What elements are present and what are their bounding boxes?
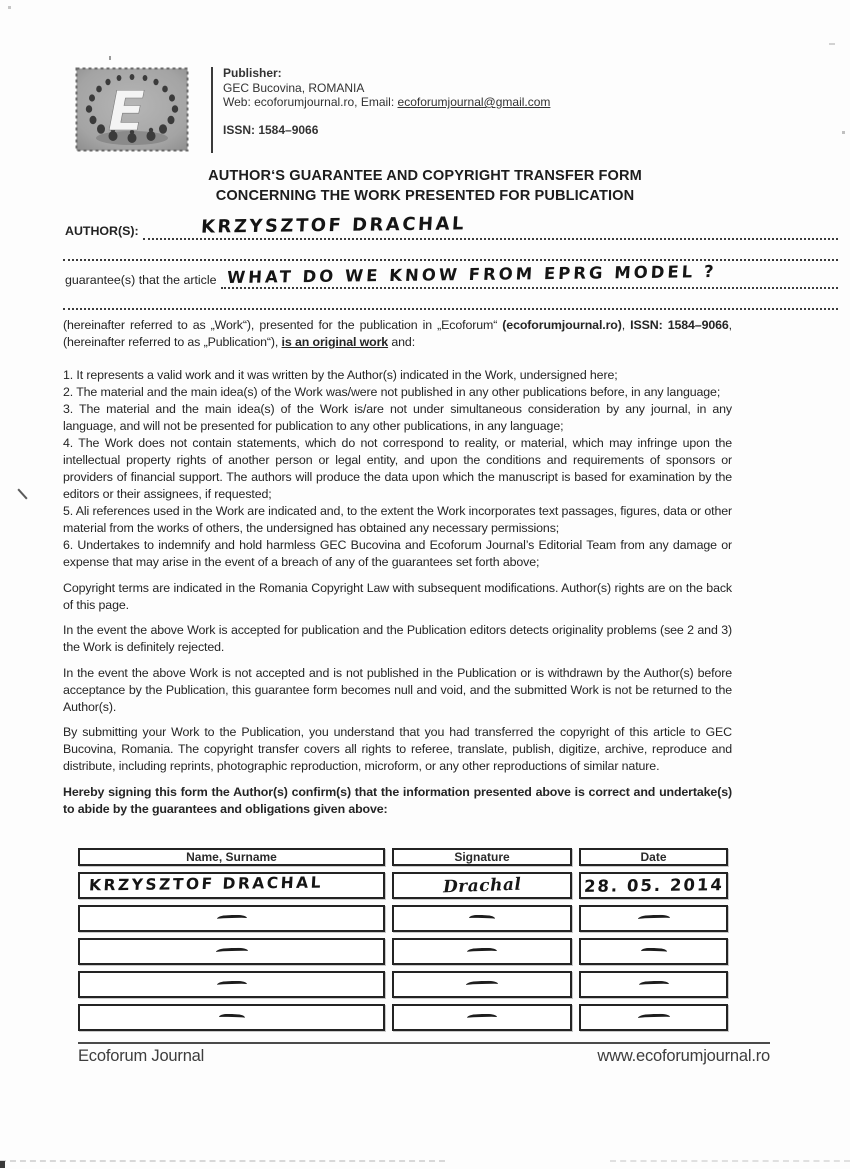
guarantee-item-3: 3. The material and the main idea(s) of the Work is/are not under simultaneous consideration by any journal, in any language, and will not be presented for publication to any other publications, in any language;: [63, 402, 732, 433]
footer: [78, 1047, 770, 1066]
signature-cell-empty: [392, 938, 572, 965]
logo-letter-e: E: [108, 80, 145, 143]
pen-dash-mark: [640, 948, 666, 956]
publisher-label: Publisher:: [223, 66, 282, 80]
author-section: [63, 212, 838, 310]
intro-part3: ,: [621, 318, 631, 332]
table-row: [78, 971, 728, 998]
scan-speck: [842, 131, 845, 134]
pen-dash-mark: [467, 1014, 497, 1022]
issn-line: ISSN: 1584–9066: [223, 122, 319, 137]
table-row: [78, 905, 728, 932]
signature-cell-empty: [392, 971, 572, 998]
signature-cell-filled: [392, 872, 572, 899]
publisher-block: [223, 66, 550, 137]
article-handwritten-title: WHAT DO WE KNOW FROM EPRG MODEL ?: [226, 262, 717, 287]
signature-cell-empty: [392, 1004, 572, 1031]
scan-speck: [829, 43, 835, 45]
author-dotted-line: [143, 212, 838, 240]
footer-rule: [78, 1042, 770, 1044]
table-row: [78, 938, 728, 965]
stray-pen-mark: [17, 489, 27, 500]
scan-speck: [8, 6, 11, 9]
form-title: [0, 167, 850, 206]
author-dotted-line-2: [63, 240, 838, 261]
form-body-text: [63, 317, 732, 818]
table-header-row: [78, 848, 728, 866]
pen-dash-mark: [637, 1013, 669, 1021]
scan-corner-mark: [0, 1161, 5, 1168]
footer-journal-name: Ecoforum Journal: [78, 1047, 205, 1065]
intro-original-work: is an original work: [281, 335, 389, 349]
handwritten-name: KRZYSZTOF DRACHAL: [88, 873, 324, 895]
author-label: AUTHOR(S):: [65, 224, 139, 238]
ecoforum-logo-icon: [75, 67, 189, 152]
scan-speck: [109, 56, 111, 60]
guarantee-label: guarantee(s) that the article: [65, 273, 217, 287]
intro-part7: and:: [388, 335, 416, 349]
name-cell-filled: [78, 872, 385, 899]
date-cell-empty: [579, 1004, 728, 1031]
guarantee-item-2: 2. The material and the main idea(s) of the Work was/were not published in any other publications before, in any language;: [63, 385, 721, 399]
intro-issn: ISSN: 1584–9066: [630, 318, 729, 332]
pen-dash-mark: [215, 947, 247, 955]
intro-journal-url: (ecoforumjournal.ro): [502, 318, 622, 332]
pen-dash-mark: [469, 915, 495, 923]
pen-dash-mark: [216, 915, 246, 923]
table-row: [78, 872, 728, 899]
signature-table: [78, 848, 728, 1037]
handwritten-signature: Drachal: [442, 874, 522, 897]
guarantee-item-1: 1. It represents a valid work and it was written by the Author(s) indicated in the Work, undersigned here;: [63, 368, 618, 382]
transfer-paragraph: By submitting your Work to the Publication, you understand that you had transferred the copyright of this article to GEC Bucovina, Romania. The copyright transfer covers all rights to referee, translate, publish, digitize, archive, reproduce and distribute, including reprints, photographic reproduction, microform, or any other reproductions of similar nature.: [63, 725, 732, 773]
article-dotted-line-2: [63, 289, 838, 310]
signature-cell-empty: [392, 905, 572, 932]
web-line-prefix: Web: ecoforumjournal.ro, Email:: [223, 95, 398, 109]
header-date: Date: [579, 848, 728, 866]
intro-part1: (hereinafter referred to as „Work“), presented for the publication in „Ecoforum“: [63, 318, 503, 332]
scan-bottom-edge: [610, 1160, 850, 1162]
article-line: [63, 261, 838, 289]
name-cell-empty: [78, 971, 385, 998]
author-handwritten-name: KRZYSZTOF DRACHAL: [200, 213, 467, 238]
handwritten-date: 28. 05. 2014: [583, 875, 724, 896]
rejection-paragraph: In the event the above Work is accepted for publication and the Publication editors detects originality problems (see 2 and 3) the Work is definitely rejected.: [63, 623, 732, 654]
date-cell-filled: [579, 872, 728, 899]
date-cell-empty: [579, 905, 728, 932]
form-title-line1: AUTHOR‘S GUARANTEE AND COPYRIGHT TRANSFER FORM: [208, 168, 642, 184]
pen-dash-mark: [638, 981, 668, 989]
name-cell-empty: [78, 905, 385, 932]
copyright-terms-paragraph: Copyright terms are indicated in the Romania Copyright Law with subsequent modifications. Author(s) rights are on the back of this page.: [63, 580, 732, 612]
table-row: [78, 1004, 728, 1031]
article-dotted-line: [221, 261, 838, 289]
scan-bottom-edge: [0, 1160, 445, 1162]
header-name-surname: Name, Surname: [78, 848, 385, 866]
name-cell-empty: [78, 1004, 385, 1031]
footer-website: www.ecoforumjournal.ro: [597, 1047, 770, 1065]
pen-dash-mark: [466, 980, 498, 988]
publisher-divider-line: [211, 67, 213, 153]
withdrawal-paragraph: In the event the above Work is not accepted and is not published in the Publication or is withdrawn by the Author(s) before acceptance by the Publication, this guarantee form becomes null and void, and the submitted Work is not be returned to the Author(s).: [63, 665, 732, 714]
guarantee-item-5: 5. Ali references used in the Work are indicated and, to the extent the Work incorporates text passages, figures, data or other material from the works of others, the undersigned has obtained any necessary permissions;: [63, 504, 732, 535]
header-signature: Signature: [392, 848, 572, 866]
form-title-line2: CONCERNING THE WORK PRESENTED FOR PUBLICATION: [215, 187, 635, 204]
intro-part5: , (hereinafter referred to as „Publication“),: [63, 318, 732, 349]
web-email-line: [223, 95, 550, 110]
name-cell-empty: [78, 938, 385, 965]
guarantee-item-6: 6. Undertakes to indemnify and hold harmless GEC Bucovina and Ecoforum Journal’s Editorial Team from any damage or expense that may arise in the event of a breach of any of the guarantees set forth above;: [63, 538, 732, 569]
publisher-name: GEC Bucovina, ROMANIA: [223, 80, 365, 95]
guarantee-item-4: 4. The Work does not contain statements, which do not correspond to reality, or material, which may infringe upon the intellectual property rights of another person or legal entity, and upon the conditions and requirements of sponsors or providers of financial support. The authors will produce the data upon which the manuscript is based for examination by the editors or their assignees, if requested;: [63, 436, 732, 501]
date-cell-empty: [579, 938, 728, 965]
author-line: [63, 212, 838, 240]
date-cell-empty: [579, 971, 728, 998]
guarantee-list: [63, 367, 732, 571]
pen-dash-mark: [218, 1014, 244, 1022]
email-link: ecoforumjournal@gmail.com: [397, 95, 551, 109]
pen-dash-mark: [216, 981, 246, 989]
intro-paragraph: [63, 317, 732, 351]
pen-dash-mark: [467, 948, 497, 956]
signing-statement: Hereby signing this form the Author(s) confirm(s) that the information presented above is correct and undertake(s) to abide by the guarantees and obligations given above:: [63, 784, 732, 816]
pen-dash-mark: [637, 914, 669, 922]
